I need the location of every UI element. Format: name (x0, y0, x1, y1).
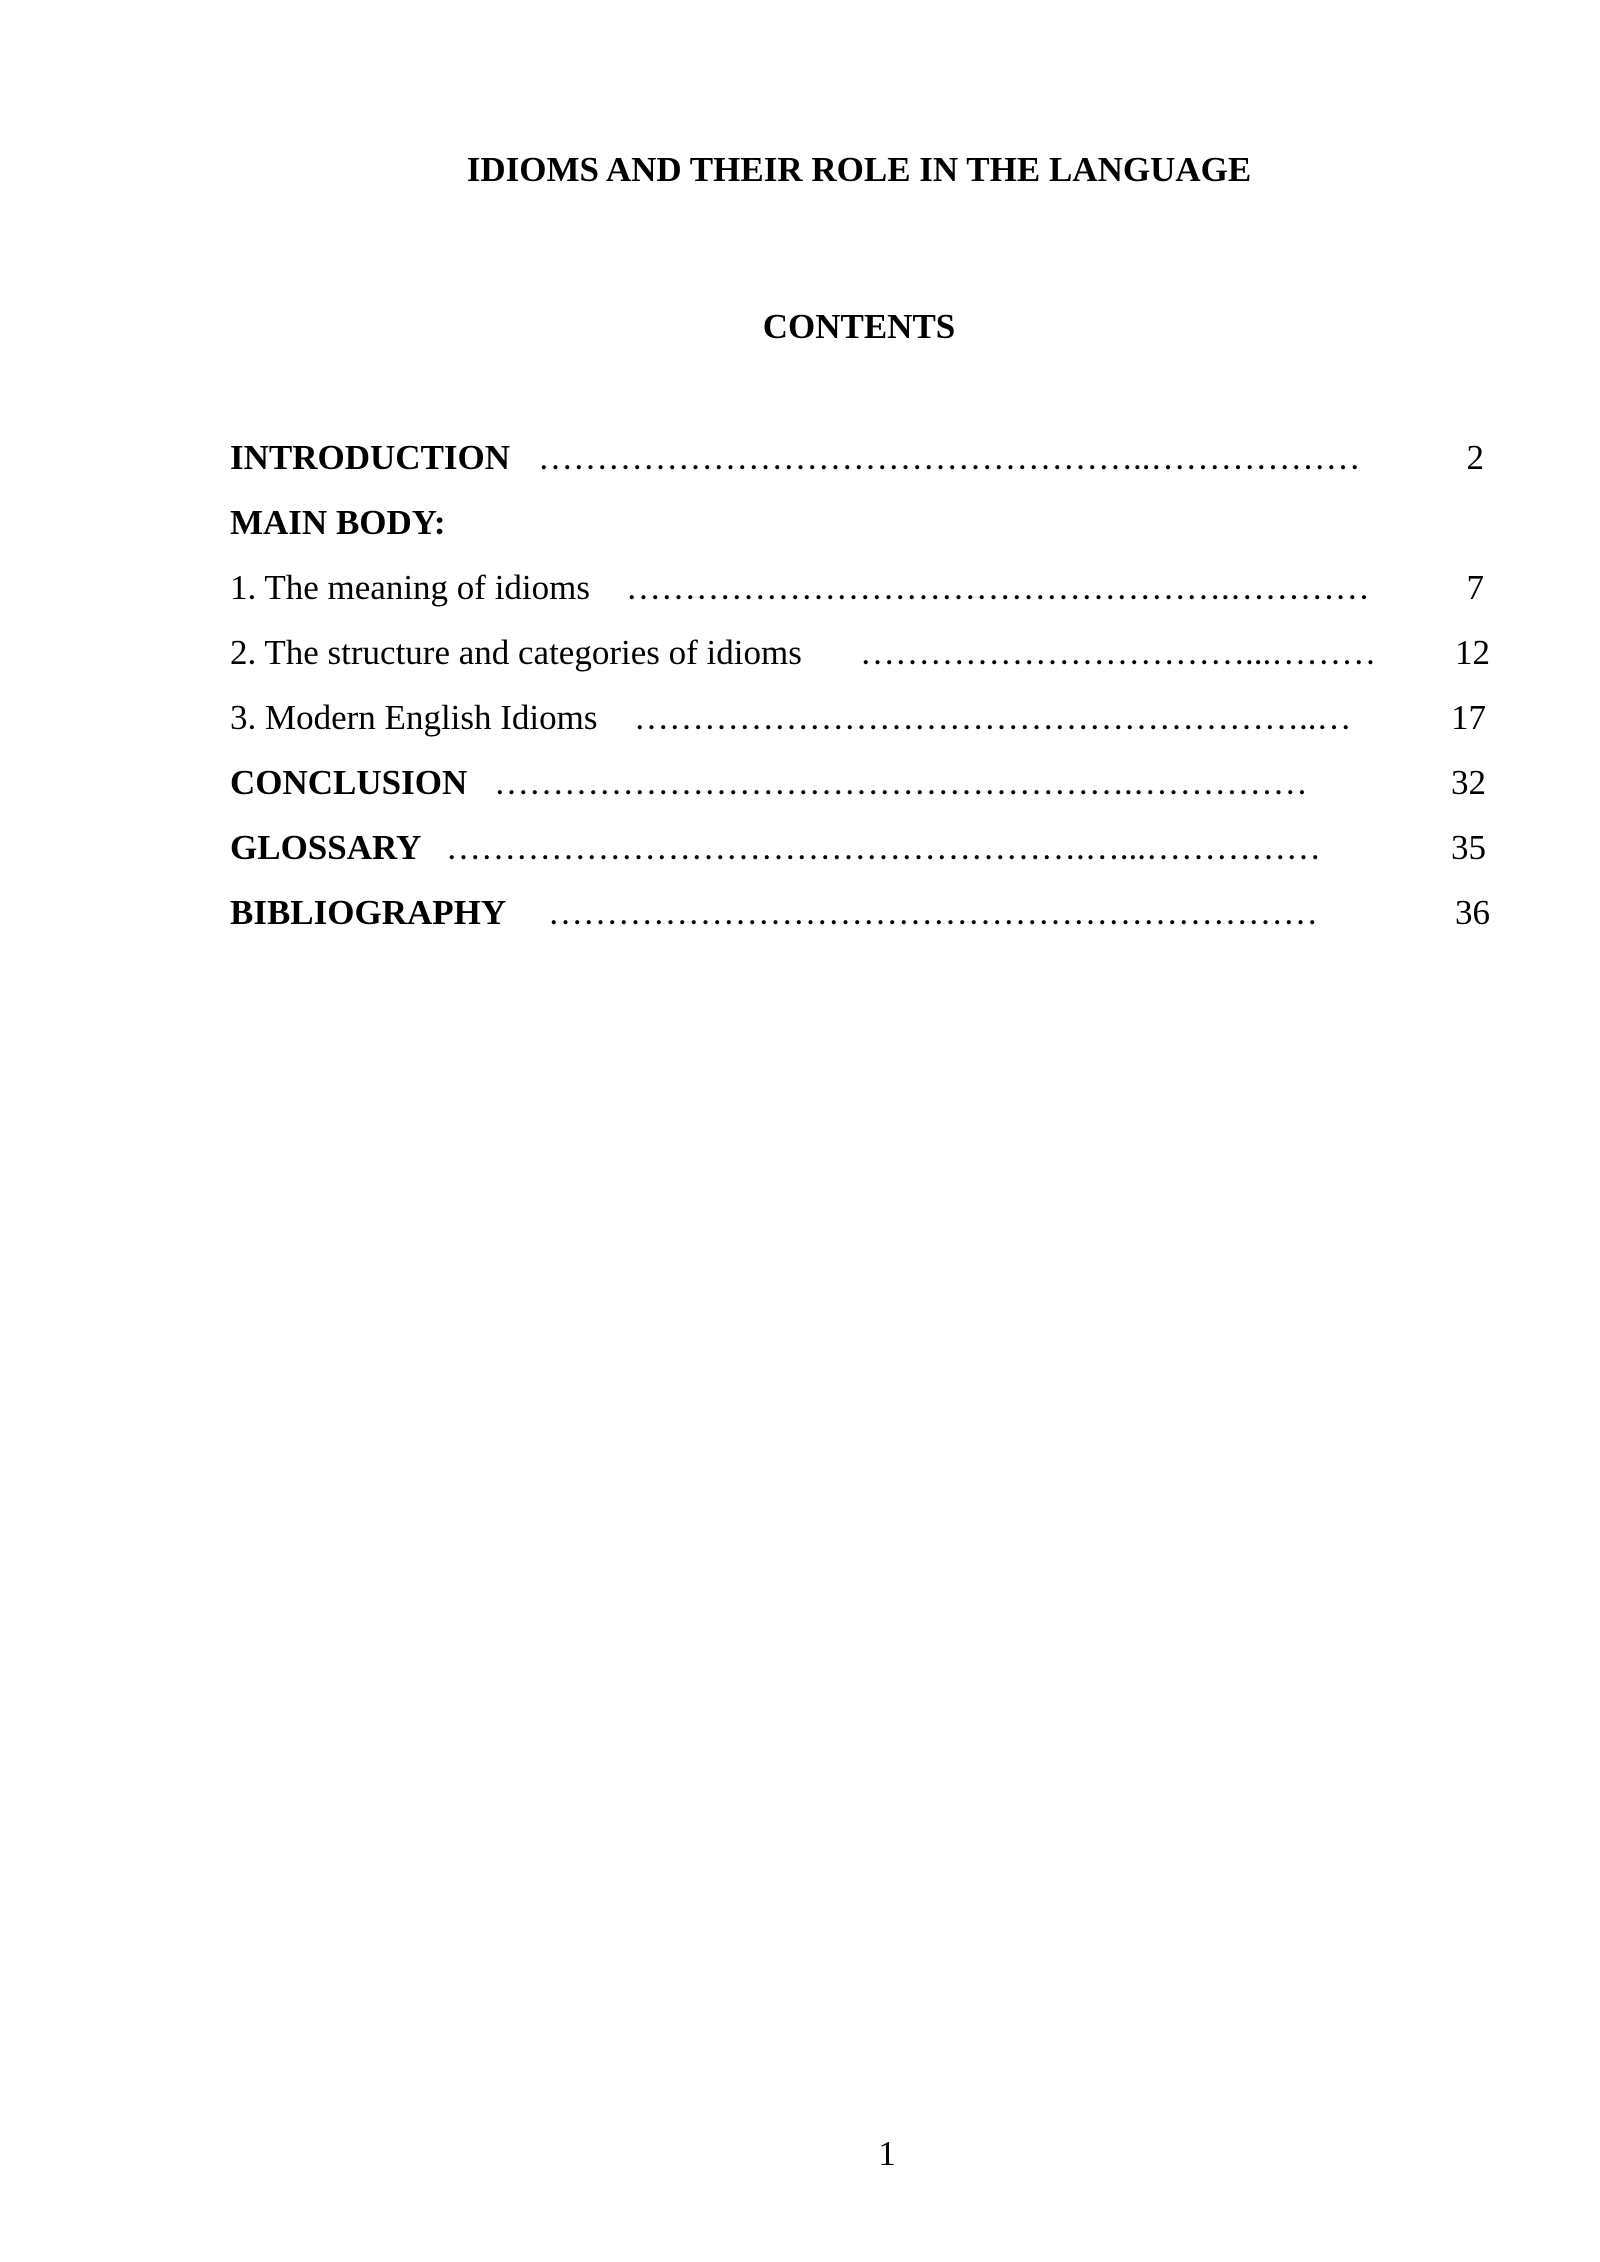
toc-entry-page: 17 (1451, 698, 1486, 737)
toc-entry-page: 32 (1451, 763, 1486, 802)
toc-entry-label: INTRODUCTION (230, 438, 511, 477)
toc-entry-page: 36 (1455, 893, 1490, 932)
document-title: IDIOMS AND THEIR ROLE IN THE LANGUAGE (466, 150, 1252, 189)
toc-entry-leader: …………………………………………….………… (626, 568, 1370, 607)
toc-entry-label: GLOSSARY (230, 828, 422, 867)
toc-entry-page: 12 (1455, 633, 1490, 672)
toc-entry-introduction[interactable] (230, 433, 1490, 498)
toc-entry-label: 3. Modern English Idioms (230, 698, 598, 737)
toc-entry-label: CONCLUSION (230, 763, 468, 802)
toc-entry-main-body (230, 498, 1490, 563)
toc-entry-modern-english-idioms[interactable] (230, 693, 1490, 758)
toc-entry-bibliography[interactable] (230, 888, 1490, 953)
toc-entry-leader: …………………………………………………..… (634, 698, 1352, 737)
toc-entry-page: 35 (1451, 828, 1486, 867)
table-of-contents (230, 433, 1490, 953)
toc-entry-label: BIBLIOGRAPHY (230, 893, 507, 932)
toc-entry-page: 7 (1466, 568, 1484, 607)
toc-entry-leader: ……………………………………………..……………… (538, 438, 1361, 477)
toc-entry-conclusion[interactable] (230, 758, 1490, 823)
toc-entry-meaning-of-idioms[interactable] (230, 563, 1490, 628)
toc-entry-glossary[interactable] (230, 823, 1490, 888)
toc-entry-structure-and-categories[interactable] (230, 628, 1490, 693)
toc-entry-leader: ……………………………………………….…...…………… (446, 828, 1321, 867)
toc-entry-page: 2 (1466, 438, 1484, 477)
contents-heading: CONTENTS (762, 307, 956, 346)
toc-entry-leader: ………………………………………………………… (548, 893, 1318, 932)
toc-entry-label: 1. The meaning of idioms (230, 568, 590, 607)
toc-entry-label: MAIN BODY: (230, 503, 446, 542)
toc-entry-leader: ……………………………...……… (860, 633, 1377, 672)
toc-entry-label: 2. The structure and categories of idioms (230, 633, 802, 672)
page-number: 1 (878, 2134, 896, 2173)
toc-entry-leader: ……………………………………………….…………… (494, 763, 1308, 802)
